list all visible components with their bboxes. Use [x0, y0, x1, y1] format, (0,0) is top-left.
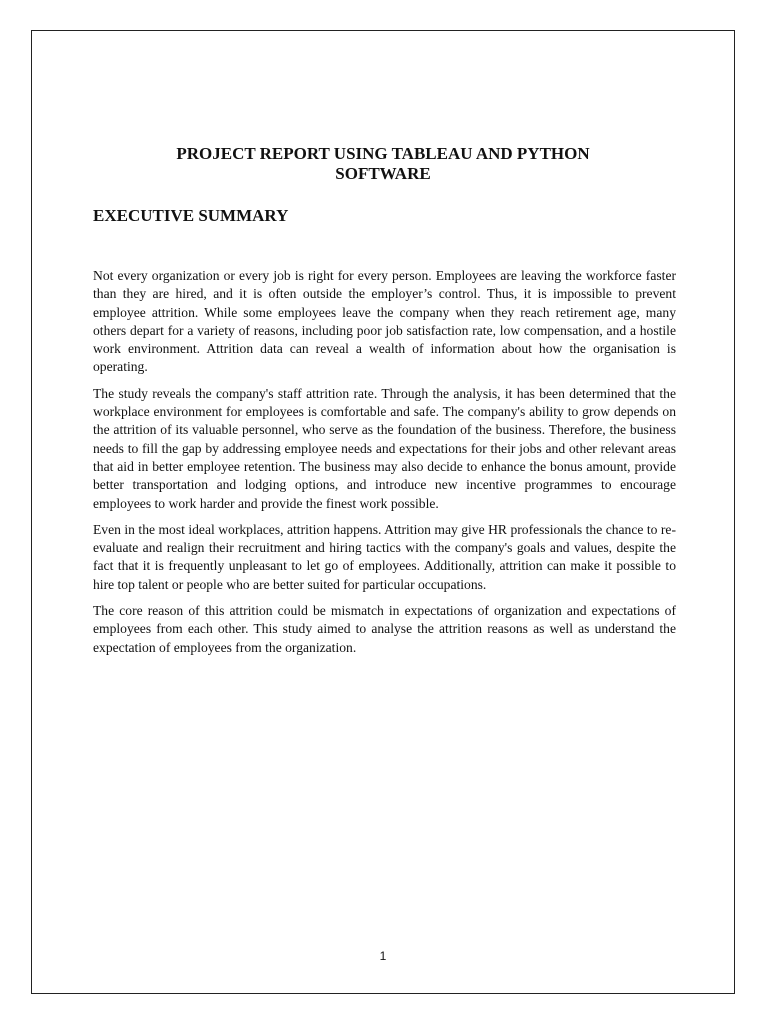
report-title [32, 144, 734, 184]
page-number: 1 [379, 949, 387, 963]
document-page [31, 30, 735, 994]
report-title-line-1: PROJECT REPORT USING TABLEAU AND PYTHON [176, 144, 590, 163]
paragraph-2: The study reveals the company's staff attrition rate. Through the analysis, it has been determined that the workplace environment for employees is comfortable and safe. The company's ability to grow depends on the attrition of its valuable personnel, who serve as the foundation of the business. Therefore, the business needs to fill the gap by addressing employee needs and expectations for their jobs and other relevant areas that aid in better employee retention. The business may also decide to enhance the bonus amount, provide better transportation and lodging options, and introduce new incentive programmes to encourage employees to work harder and provide the finest work possible. [93, 385, 676, 511]
paragraph-1: Not every organization or every job is right for every person. Employees are leaving the workforce faster than they are hired, and it is often outside the employer’s control. Thus, it is impossible to prevent employee attrition. While some employees leave the company when they reach retirement age, many others depart for a variety of reasons, including poor job satisfaction rate, low compensation, and a hostile work environment. Attrition data can reveal a wealth of information about how the organisation is operating. [93, 268, 676, 375]
paragraph-3: Even in the most ideal workplaces, attrition happens. Attrition may give HR professionals the chance to re-evaluate and realign their recruitment and hiring tactics with the company's goals and values, despite the fact that it is frequently unpleasant to let go of employees. Additionally, attrition can make it possible to hire top talent or people who are better suited for particular occupations. [93, 521, 676, 592]
paragraph-4: The core reason of this attrition could be mismatch in expectations of organization and expectations of employees from each other. This study aimed to analyse the attrition reasons as well as understand the expectation of employees from the organization. [93, 603, 676, 655]
executive-summary-body [93, 267, 676, 665]
section-heading: EXECUTIVE SUMMARY [93, 206, 289, 225]
report-title-line-2: SOFTWARE [335, 164, 431, 183]
